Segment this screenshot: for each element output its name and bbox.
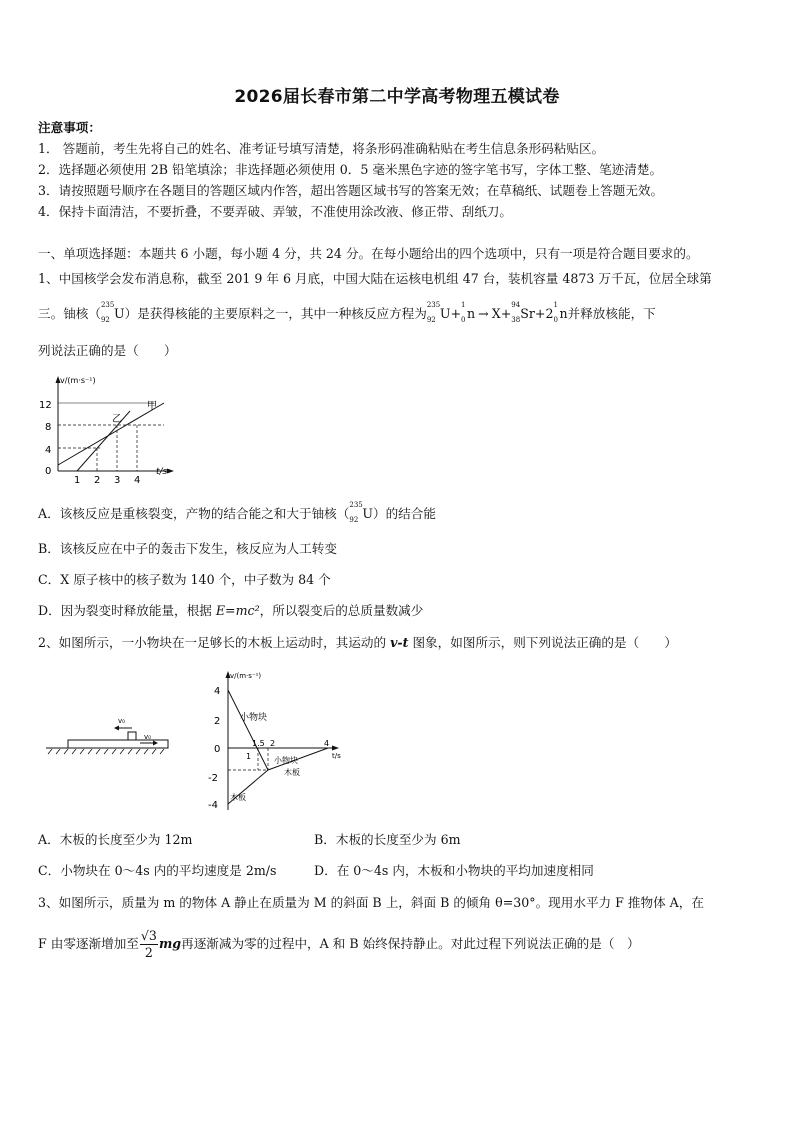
series-yi bbox=[77, 411, 130, 471]
notice-item-3: 3．请按照题号顺序在各题目的答题区域内作答，超出答题区域书写的答案无效；在草稿纸、试题卷上答题无效。 bbox=[38, 183, 664, 198]
element-U: U bbox=[113, 306, 125, 321]
mass-number: 235 bbox=[100, 301, 115, 309]
opt-a-text: A．该核反应是重核裂变，产物的结合能之和大于铀核（ bbox=[38, 506, 350, 521]
fraction-denominator: 2 bbox=[144, 944, 153, 960]
board-v0-label: v₀ bbox=[144, 733, 151, 741]
q2-stem bbox=[38, 637, 677, 650]
eq-sr-sym: Sr bbox=[520, 306, 535, 321]
series-label-jia: 甲 bbox=[147, 401, 157, 412]
opt-a-sym: U bbox=[362, 506, 373, 521]
x-tick: 3 bbox=[114, 475, 121, 485]
q1-option-c: C．X 原子核中的核子数为 140 个，中子数为 84 个 bbox=[38, 572, 331, 587]
x-arrow bbox=[332, 746, 339, 751]
atomic-number: 92 bbox=[100, 315, 110, 324]
eq-arrow: → bbox=[478, 306, 489, 321]
q2-stem-vt: v-t bbox=[390, 635, 409, 650]
notice-item-4: 4．保持卡面清洁，不要折叠，不要弄破、弄皱，不准使用涂改液、修正带、刮纸刀。 bbox=[38, 204, 512, 219]
fraction-sqrt3-over-2 bbox=[140, 930, 158, 959]
label-block: 小物块 bbox=[240, 713, 268, 723]
label-board-2: 木板 bbox=[284, 768, 300, 777]
eq-n-mass: 1 bbox=[461, 301, 466, 309]
y-tick: 0 bbox=[45, 466, 52, 477]
eq-n-sym: n bbox=[467, 306, 476, 321]
q2-stem-a: 2、如图所示，一小物块在一足够长的木板上运动时，其运动的 bbox=[38, 635, 391, 650]
x-tick: 4 bbox=[134, 475, 141, 485]
eq-neutron-2 bbox=[553, 301, 568, 324]
eq-sr-mass: 94 bbox=[511, 301, 521, 309]
fraction-numerator: √3 bbox=[140, 928, 157, 943]
q1-text-a: 三。铀核（ bbox=[38, 306, 101, 321]
q2-option-a: A．木板的长度至少为 12m bbox=[38, 832, 193, 847]
q1-line2 bbox=[38, 301, 656, 324]
arrow-head bbox=[153, 741, 158, 746]
y-tick: 12 bbox=[39, 400, 52, 411]
eq-x: X bbox=[491, 306, 501, 321]
q3-line1: 3、如图所示，质量为 m 的物体 A 静止在质量为 M 的斜面 B 上，斜面 B 的倾角 θ=30°。现用水平力 F 推物体 A，在 bbox=[38, 895, 704, 910]
section-heading: 一、单项选择题：本题共 6 小题，每小题 4 分，共 24 分。在每小题给出的四个选项中，只有一项是符合题目要求的。 bbox=[38, 246, 699, 261]
y-tick: 4 bbox=[45, 445, 52, 456]
eq-n-z: 0 bbox=[461, 315, 466, 324]
x-arrow bbox=[167, 469, 174, 474]
y-tick: 8 bbox=[45, 422, 52, 433]
y-axis-label: v/(m·s⁻¹) bbox=[230, 672, 262, 680]
y-tick: 4 bbox=[214, 686, 221, 697]
opt-a-mass: 235 bbox=[349, 501, 363, 509]
eq-plus-3: + bbox=[534, 306, 546, 321]
eq-strontium bbox=[511, 301, 535, 324]
q2-option-b: B．木板的长度至少为 6m bbox=[314, 832, 461, 847]
eq-plus-2: + bbox=[500, 306, 512, 321]
block-v0-label: v₀ bbox=[118, 717, 125, 725]
block bbox=[128, 732, 136, 740]
q2-stem-b: 图象，如图所示，则下列说法正确的是（ ） bbox=[408, 635, 677, 650]
opt-d-text: D．因为裂变时释放能量，根据 bbox=[38, 603, 216, 618]
notice-item-2: 2．选择题必须使用 2B 铅笔填涂；非选择题必须使用 0．5 毫米黑色字迹的签字笔书写，字体工整、笔迹清楚。 bbox=[38, 162, 663, 177]
eq-n2-z: 0 bbox=[553, 315, 558, 324]
opt-d-formula: E=mc² bbox=[215, 603, 260, 618]
opt-d-text-b: ，所以裂变后的总质量数减少 bbox=[259, 603, 424, 618]
q3-mg: mg bbox=[158, 936, 182, 952]
x-axis-label: t/s bbox=[332, 752, 341, 760]
label-block-2: 小物块 bbox=[274, 756, 298, 765]
eq-n2-mass: 1 bbox=[553, 301, 558, 309]
opt-a-text-b: ）的结合能 bbox=[372, 506, 436, 521]
y-tick: 0 bbox=[214, 744, 221, 755]
notice-heading: 注意事项： bbox=[38, 120, 101, 135]
q1-text-c: 并释放核能，下 bbox=[567, 306, 656, 321]
x-tick: 1 bbox=[246, 752, 252, 761]
eq-u-mass: 235 bbox=[426, 301, 441, 309]
q3-line2 bbox=[38, 930, 640, 959]
x-tick: 2 bbox=[94, 475, 101, 485]
ground-hatch bbox=[48, 749, 164, 754]
y-axis-label: v/(m·s⁻¹) bbox=[60, 376, 96, 385]
q2-option-c: C．小物块在 0～4s 内的平均速度是 2m/s bbox=[38, 863, 277, 878]
x-tick: 4 bbox=[324, 739, 330, 748]
eq-u-sym: U bbox=[439, 306, 451, 321]
arrow-head bbox=[114, 726, 119, 731]
q3-text-b: 再逐渐减为零的过程中，A 和 B 始终保持静止。对此过程下列说法正确的是（ ） bbox=[181, 936, 640, 952]
eq-n2-sym: n bbox=[559, 306, 568, 321]
x-tick: 1 bbox=[74, 475, 81, 485]
eq-sr-z: 38 bbox=[511, 315, 521, 324]
q1-option-d bbox=[38, 605, 423, 618]
q1-line1: 1、中国核学会发布消息称，截至 201 9 年 6 月底，中国大陆在运核电机组 47 台，装机容量 4873 万千瓦，位居全球第 bbox=[38, 271, 712, 286]
q1-text-b: ）是获得核能的主要原料之一，其中一种核反应方程为 bbox=[124, 306, 427, 321]
q1-vt-graph bbox=[36, 373, 176, 485]
series-jia bbox=[58, 403, 164, 465]
notice-item-1: 1． 答题前，考生先将自己的姓名、准考证号填写清楚，将条形码准确粘贴在考生信息条形码粘贴区。 bbox=[38, 141, 605, 156]
q2-option-d: D．在 0～4s 内，木板和小物块的平均加速度相同 bbox=[314, 863, 594, 878]
opt-a-z: 92 bbox=[349, 515, 359, 524]
q2-vt-graph bbox=[204, 668, 344, 818]
x-tick: 2 bbox=[270, 739, 276, 748]
series-label-yi: 乙 bbox=[112, 414, 122, 425]
q1-line3: 列说法正确的是（ ） bbox=[38, 343, 177, 358]
y-tick: -2 bbox=[208, 773, 218, 784]
eq-neutron bbox=[461, 301, 476, 324]
eq-plus: + bbox=[450, 306, 462, 321]
label-board: 木板 bbox=[230, 793, 246, 802]
x-tick: 1.5 bbox=[252, 739, 265, 748]
uranium-symbol bbox=[100, 301, 125, 324]
q2-board-figure bbox=[44, 712, 174, 762]
y-tick: 2 bbox=[214, 716, 221, 727]
x-axis-label: t/s bbox=[156, 467, 168, 477]
eq-uranium bbox=[426, 301, 451, 324]
y-tick: -4 bbox=[208, 800, 218, 811]
page-title: 2026届长春市第二中学高考物理五模试卷 bbox=[234, 87, 560, 107]
eq-u-z: 92 bbox=[426, 315, 436, 324]
q1-option-a bbox=[38, 501, 436, 524]
q3-text-a: F 由零逐渐增加至 bbox=[38, 936, 139, 952]
q1-option-b: B．该核反应在中子的轰击下发生，核反应为人工转变 bbox=[38, 541, 337, 556]
eq-coef-2: 2 bbox=[545, 306, 554, 321]
opt-a-uranium bbox=[349, 501, 373, 524]
